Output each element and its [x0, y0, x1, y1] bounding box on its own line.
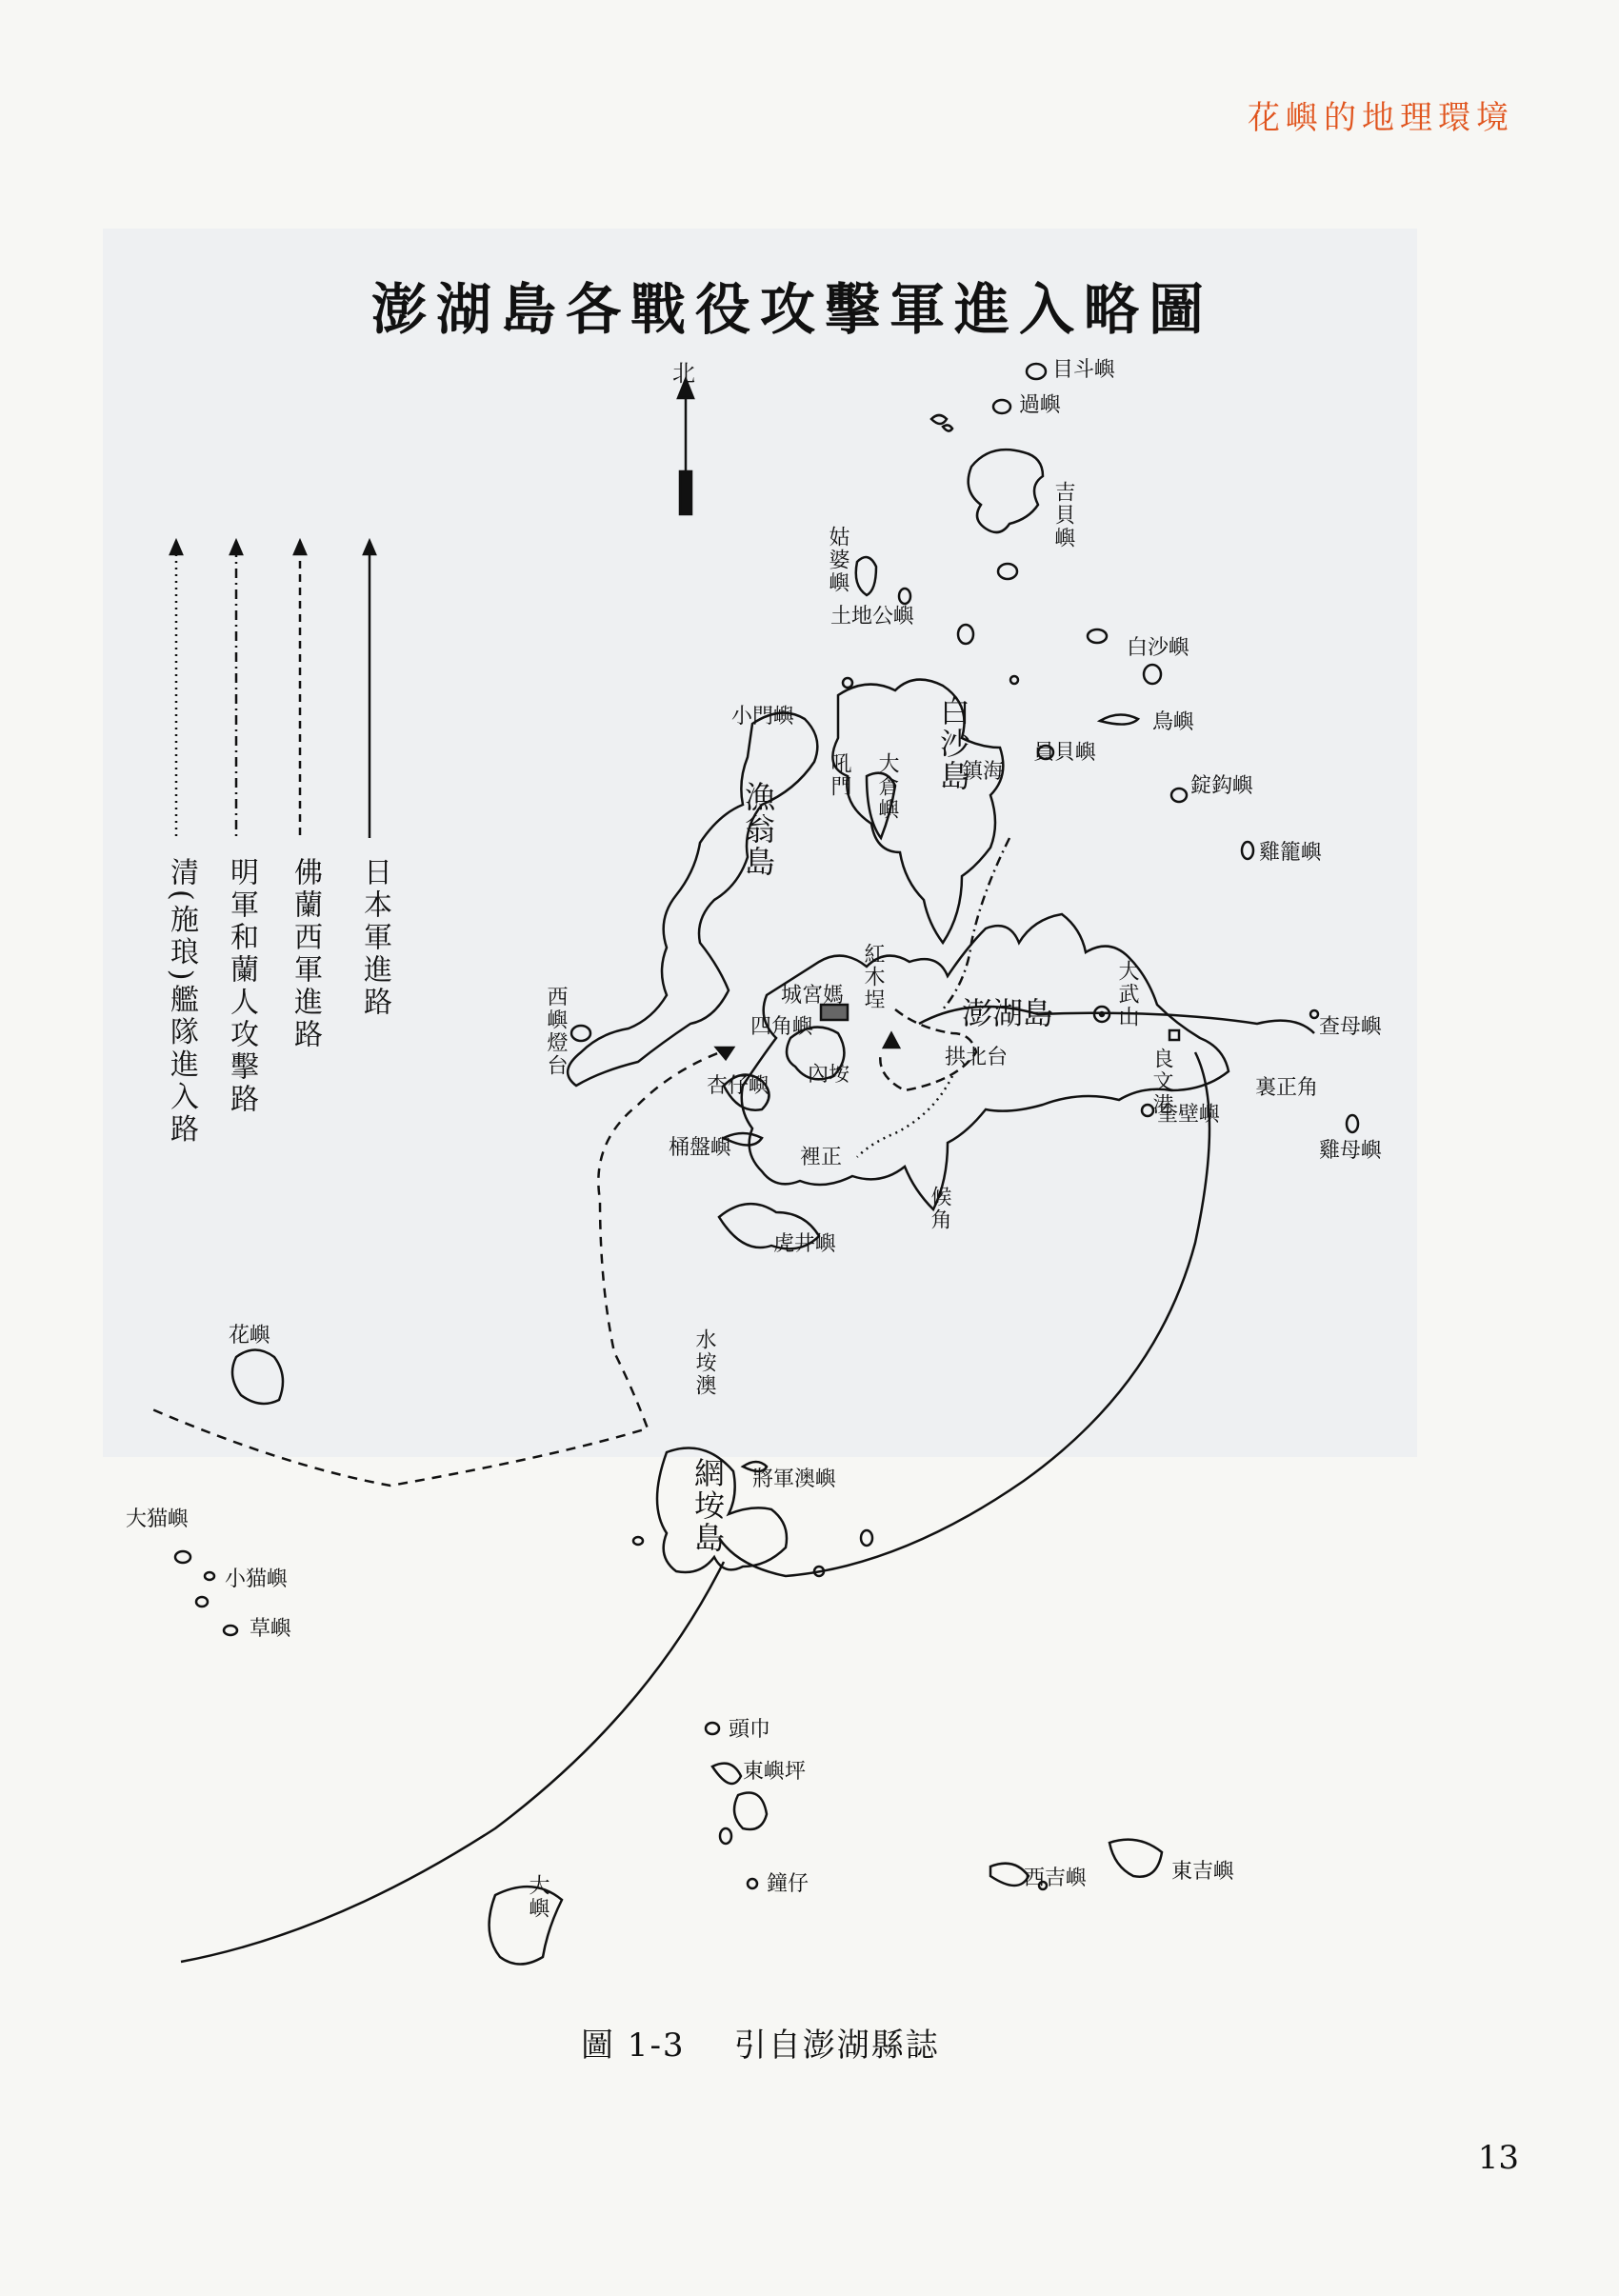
place-label: 吼門: [828, 752, 851, 798]
place-label: 奎壁嶼: [1157, 1103, 1221, 1127]
place-label: 西嶼燈台: [544, 986, 568, 1077]
place-label: 鎮海: [962, 760, 1005, 784]
guo-island: [993, 400, 1010, 413]
legend-label-qing: 清(施琅)艦隊進入路: [165, 857, 198, 1147]
place-label: 水垵澳: [692, 1328, 716, 1397]
legend-label-ming-dutch: 明軍和蘭人攻擊路: [225, 857, 258, 1116]
place-label: 裡正: [800, 1146, 843, 1169]
place-label: 裏正角: [1255, 1076, 1319, 1100]
legend-label-french: 佛蘭西軍進路: [289, 857, 322, 1051]
place-label: 花嶼: [229, 1324, 271, 1348]
place-label: 小猫嶼: [225, 1567, 289, 1591]
figure-caption: [581, 2019, 940, 2066]
place-label: 大嶼: [526, 1874, 550, 1920]
route-qing: [857, 1076, 952, 1157]
place-label: 紅木埕: [861, 943, 885, 1011]
figure-number: 圖 1-3: [581, 2026, 686, 2065]
section-header: 花嶼的地理環境: [1248, 99, 1514, 137]
legend-label-japanese: 日本軍進路: [358, 857, 391, 1019]
place-label: 東吉嶼: [1171, 1860, 1235, 1884]
place-label: 姑婆嶼: [826, 526, 849, 594]
hua-island: [232, 1350, 283, 1405]
place-label: 錠鈎嶼: [1190, 774, 1254, 798]
dongyupingisland: [734, 1793, 767, 1830]
place-label: 將軍澳嶼: [752, 1467, 837, 1491]
page-number: 13: [1477, 2139, 1519, 2177]
place-label: 網垵島: [690, 1457, 726, 1554]
place-label: 鐘仔: [767, 1872, 810, 1896]
place-label: 土地公嶼: [830, 605, 915, 629]
jibei-island: [969, 449, 1043, 532]
place-label: 四角嶼: [750, 1015, 814, 1039]
place-label: 吉貝嶼: [1051, 481, 1075, 549]
place-label: 虎井嶼: [773, 1232, 837, 1256]
place-label: 西吉嶼: [1024, 1867, 1088, 1890]
place-label: 良文港: [1149, 1048, 1173, 1116]
legend-arrows: [170, 541, 375, 838]
xiji-island: [990, 1864, 1029, 1886]
place-label: 雞母嶼: [1319, 1139, 1383, 1163]
place-label: 杏仔嶼: [707, 1074, 770, 1098]
niao-island: [1100, 714, 1138, 724]
place-label: 內垵: [808, 1063, 850, 1087]
place-label: 員貝嶼: [1033, 741, 1097, 765]
place-label: 白沙嶼: [1127, 636, 1190, 660]
gupo-island: [856, 557, 876, 595]
place-label: 大猫嶼: [126, 1507, 190, 1531]
dongji-island: [1109, 1840, 1162, 1877]
place-label: 草嶼: [250, 1617, 292, 1641]
map-title: 澎湖島各戰役攻擊軍進入略圖: [371, 277, 1214, 342]
place-label: 大武山: [1115, 960, 1139, 1028]
place-label: 漁翁島: [740, 781, 776, 878]
north-label: 北: [672, 360, 695, 387]
place-label: 東嶼坪: [743, 1760, 807, 1784]
place-label: 白沙島: [935, 695, 971, 792]
baisha-island: [832, 680, 1003, 943]
place-label: 雞籠嶼: [1259, 841, 1323, 865]
figure-source: 引自澎湖縣誌: [733, 2026, 940, 2065]
place-label: 候角: [928, 1186, 951, 1231]
place-label: 城宮媽: [781, 984, 845, 1008]
place-label: 澎湖島: [962, 995, 1054, 1031]
north-arrow-icon: [678, 379, 693, 514]
place-label: 大倉嶼: [875, 752, 899, 821]
place-label: 目斗嶼: [1052, 358, 1116, 382]
place-label: 頭巾: [729, 1718, 771, 1742]
place-label: 查母嶼: [1319, 1015, 1383, 1039]
place-label: 拱北台: [945, 1046, 1009, 1069]
place-label: 鳥嶼: [1152, 710, 1195, 734]
place-label: 小門嶼: [731, 705, 795, 729]
place-label: 過嶼: [1019, 393, 1062, 417]
place-label: 桶盤嶼: [669, 1136, 732, 1160]
mudou-island: [1027, 364, 1046, 379]
